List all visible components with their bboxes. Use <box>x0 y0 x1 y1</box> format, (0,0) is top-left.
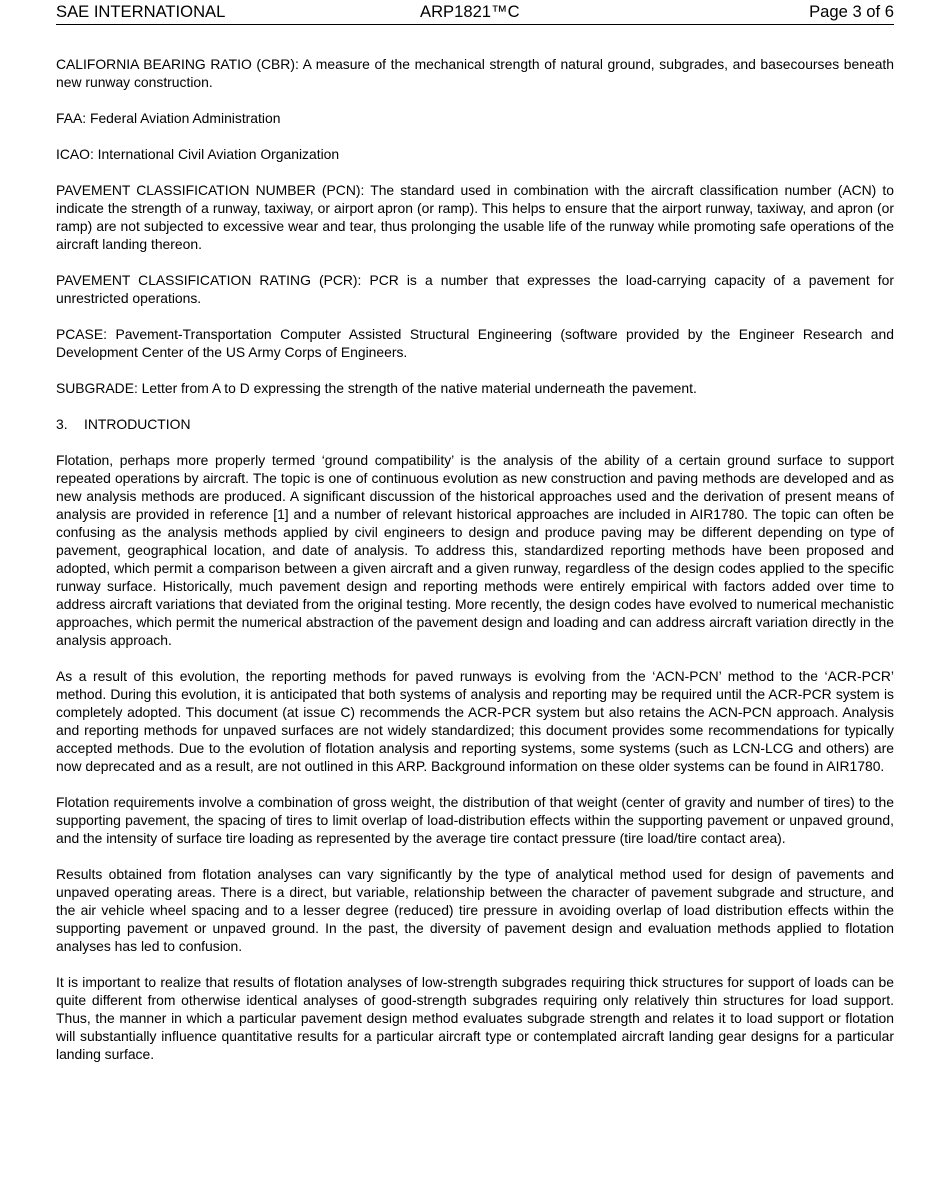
definition-icao: ICAO: International Civil Aviation Organization <box>56 146 340 162</box>
header-organization: SAE INTERNATIONAL <box>56 2 226 21</box>
paragraph-analysis-results: Results obtained from flotation analyses can vary significantly by the type of analytical method used for design of pavements and unpaved operating areas. There is a direct, but variable, relationship between the character of pavement subgrade and structure, and the air vehicle wheel spacing and to a lesser degree (reduced) tire pressure in avoiding overlap of load distribution effects within the supporting pavement or unpaved ground. In the past, the diversity of pavement design and evaluation methods applied to flotation analyses has led to confusion. <box>56 866 894 954</box>
definition-cbr: CALIFORNIA BEARING RATIO (CBR): A measure of the mechanical strength of natural ground, subgrades, and basecourses beneath new runway construction. <box>56 56 894 90</box>
paragraph-flotation-requirements: Flotation requirements involve a combination of gross weight, the distribution of that weight (center of gravity and number of tires) to the supporting pavement, the spacing of tires to limit overlap of load-distribution effects within the supporting pavement or unpaved ground, and the intensity of surface tire loading as represented by the average tire contact pressure (tire load/tire contact area). <box>56 794 894 846</box>
definition-pcase: PCASE: Pavement-Transportation Computer Assisted Structural Engineering (software provided by the Engineer Research and Development Center of the US Army Corps of Engineers. <box>56 326 894 360</box>
definition-subgrade: SUBGRADE: Letter from A to D expressing the strength of the native material underneath the pavement. <box>56 380 697 396</box>
header-document-number: ARP1821™C <box>420 2 520 21</box>
page-body <box>56 25 894 1063</box>
definition-pcn: PAVEMENT CLASSIFICATION NUMBER (PCN): The standard used in combination with the aircraft classification number (ACN) to indicate the strength of a runway, taxiway, or airport apron (or ramp). This helps to ensure that the airport runway, taxiway, and apron (or ramp) are not subjected to excessive wear and tear, thus prolonging the usable life of the runway while promoting safe operations of the aircraft landing thereon. <box>56 182 894 252</box>
section-heading <box>56 415 894 433</box>
header-page-number: Page 3 of 6 <box>809 2 894 21</box>
paragraph-flotation-intro: Flotation, perhaps more properly termed ‘ground compatibility’ is the analysis of the ability of a certain ground surface to support repeated operations by aircraft. The topic is one of continuous evolution as new construction and paving methods are developed and as new analysis methods are produced. A significant discussion of the historical approaches used and the derivation of present means of analysis are provided in reference [1] and a number of relevant historical approaches are included in AIR1780. The topic can often be confusing as the analysis methods applied by civil engineers to design and produce paving may be different depending on type of pavement, geographical location, and date of analysis. To address this, standardized reporting methods have been proposed and adopted, which permit a comparison between a given aircraft and a given runway, regardless of the design codes applied to the specific runway surface. Historically, much pavement design and reporting methods were entirely empirical with factors added over time to address aircraft variations that deviated from the original testing. More recently, the design codes have evolved to numerical mechanistic approaches, which permit the numerical abstraction of the pavement design and loading and can address aircraft variation directly in the analysis approach. <box>56 452 894 648</box>
definition-pcr: PAVEMENT CLASSIFICATION RATING (PCR): PCR is a number that expresses the load-carrying capacity of a pavement for unrestricted operations. <box>56 272 894 306</box>
section-title: INTRODUCTION <box>84 416 191 432</box>
page-header <box>56 2 894 25</box>
paragraph-subgrade-strength: It is important to realize that results of flotation analyses of low-strength subgrades requiring thick structures for support of loads can be quite different from otherwise identical analyses of good-strength subgrades requiring only relatively thin structures for load support. Thus, the manner in which a particular pavement design method evaluates subgrade strength and relates it to load support or flotation will substantially influence quantitative results for a particular aircraft type or contemplated aircraft landing gear designs for a particular landing surface. <box>56 974 894 1062</box>
definition-faa: FAA: Federal Aviation Administration <box>56 110 281 126</box>
document-page <box>56 0 894 1081</box>
paragraph-acr-pcr-evolution: As a result of this evolution, the reporting methods for paved runways is evolving from the ‘ACN-PCN’ method to the ‘ACR-PCR’ method. During this evolution, it is anticipated that both systems of analysis and reporting may be required until the ACR-PCR system is completely adopted. This document (at issue C) recommends the ACR-PCR system but also retains the ACN-PCN approach. Analysis and reporting methods for unpaved surfaces are not widely standardized; this document provides some recommendations for typically accepted methods. Due to the evolution of flotation analysis and reporting systems, some systems (such as LCN-LCG and others) are now deprecated and as a result, are not outlined in this ARP. Background information on these older systems can be found in AIR1780. <box>56 668 894 774</box>
section-number: 3. <box>56 416 68 432</box>
